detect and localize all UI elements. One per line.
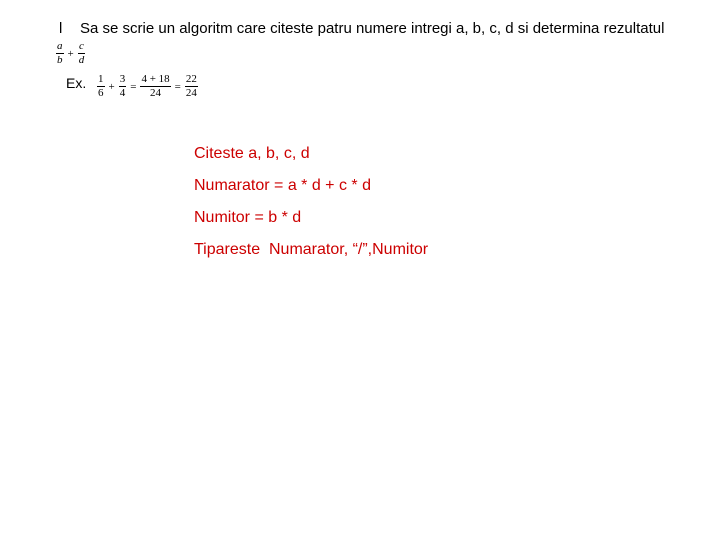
equals-sign: = xyxy=(174,80,181,93)
fraction-numerator: c xyxy=(79,40,84,52)
fraction-numerator: 3 xyxy=(119,73,126,85)
fraction-a-over-b xyxy=(56,40,64,67)
plus-sign: + xyxy=(108,80,115,93)
fraction-denominator: 24 xyxy=(185,87,197,99)
fraction-numerator: 1 xyxy=(98,73,104,85)
fraction-denominator: 6 xyxy=(98,87,104,99)
fraction-numerator: 22 xyxy=(185,73,197,85)
algorithm-line-print: Tipareste Numarator, “/”,Numitor xyxy=(194,241,429,258)
fraction-sum xyxy=(140,73,170,100)
result-formula xyxy=(55,40,86,67)
problem-statement: Sa se scrie un algoritm care citeste patru numere intregi a, b, c, d si determina rezultatul xyxy=(80,20,665,37)
fraction-denominator: d xyxy=(78,54,85,66)
algorithm-line-read: Citeste a, b, c, d xyxy=(194,145,310,162)
fraction-numerator: a xyxy=(57,40,63,52)
example-label: Ex. xyxy=(66,75,87,91)
fraction-denominator: b xyxy=(57,54,63,66)
fraction-denominator: 24 xyxy=(150,87,162,99)
fraction-result xyxy=(185,73,198,100)
example-formula xyxy=(96,73,199,100)
fraction-numerator: 4 + 18 xyxy=(141,73,170,85)
fraction-denominator: 4 xyxy=(119,87,126,99)
algorithm-line-numerator: Numarator = a * d + c * d xyxy=(194,177,371,194)
equals-sign: = xyxy=(130,80,137,93)
fraction-c-over-d xyxy=(78,40,86,67)
algorithm-line-denominator: Numitor = b * d xyxy=(194,209,302,226)
algorithm-block xyxy=(194,144,428,272)
plus-sign: + xyxy=(67,47,74,60)
bullet-marker: l xyxy=(59,20,63,37)
fraction-3-over-4 xyxy=(119,73,127,100)
fraction-1-over-6 xyxy=(97,73,105,100)
